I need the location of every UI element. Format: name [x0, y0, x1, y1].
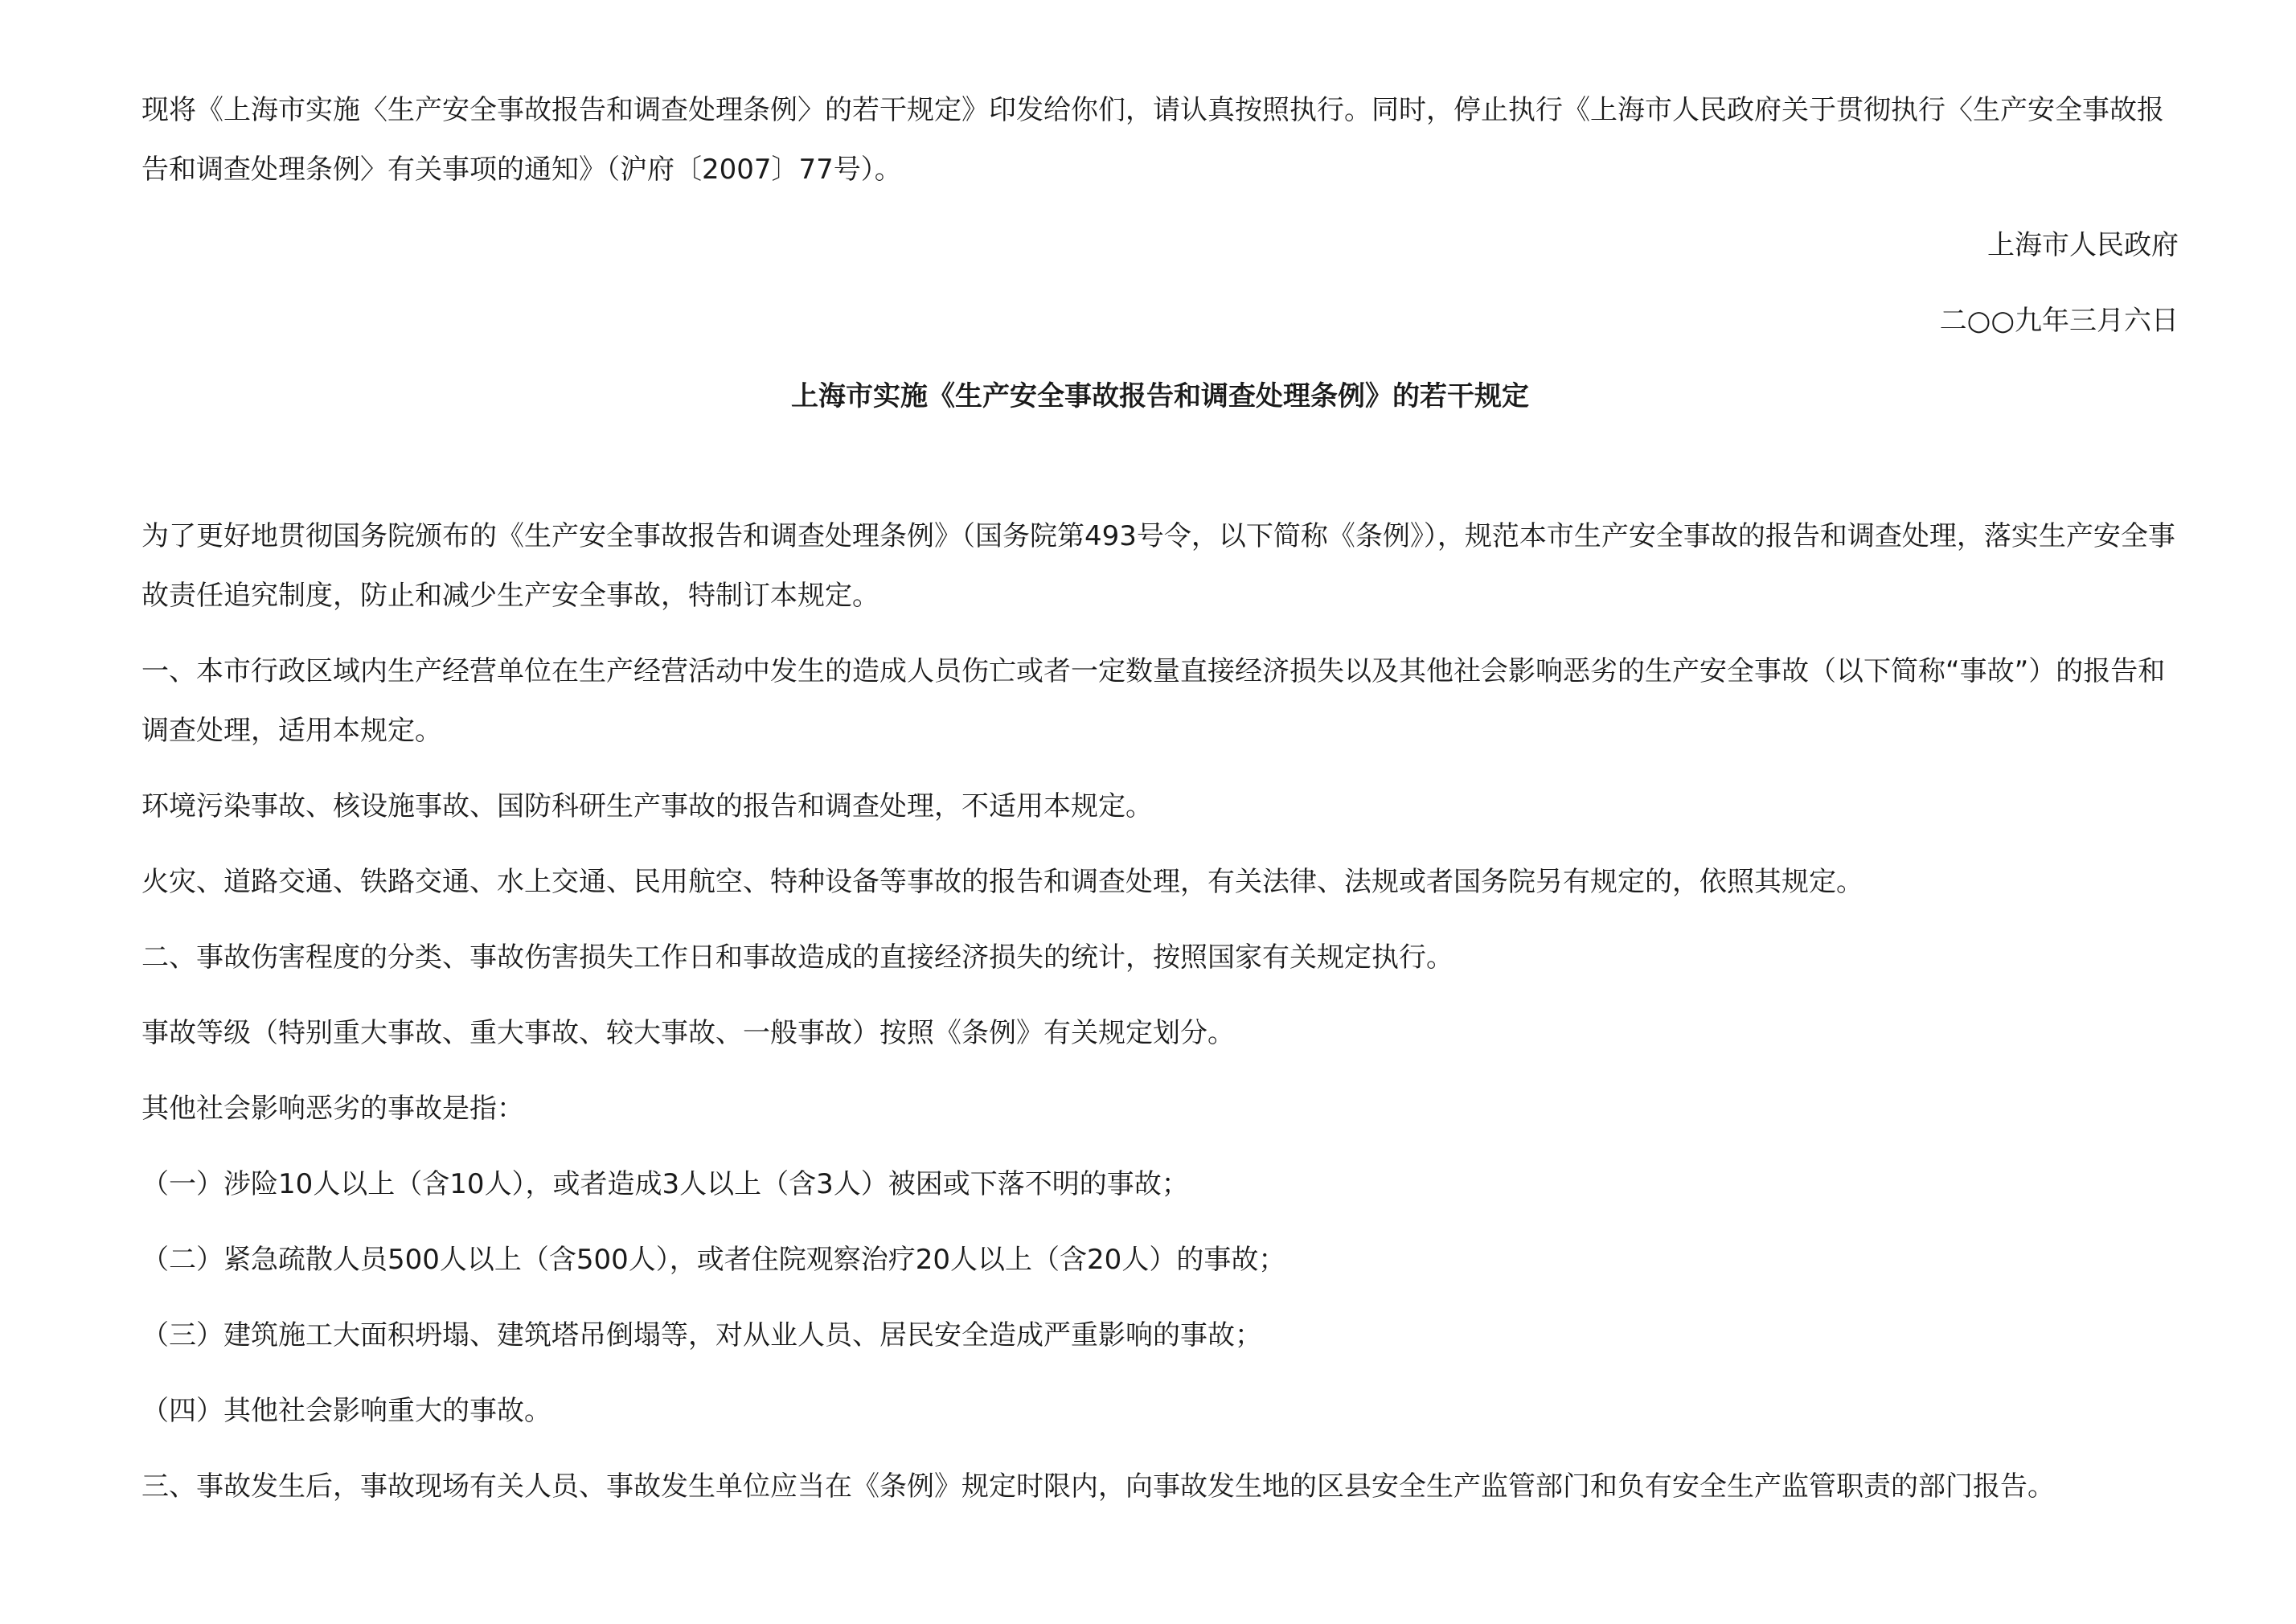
notice-paragraph: 现将《上海市实施〈生产安全事故报告和调查处理条例〉的若干规定》印发给你们，请认真按照执行。同时，停止执行《上海市人民政府关于贯彻执行〈生产安全事故报告和调查处理条例〉有关事项的通知》（沪府〔2007〕77号）。 [141, 94, 2164, 186]
issuer-signature: 上海市人民政府 [1987, 229, 2179, 261]
preamble-paragraph: 为了更好地贯彻国务院颁布的《生产安全事故报告和调查处理条例》（国务院第493号令，以下简称《条例》），规范本市生产安全事故的报告和调查处理，落实生产安全事故责任追究制度，防止和减少生产安全事故，特制订本规定。 [141, 520, 2175, 612]
other-accidents-intro: 其他社会影响恶劣的事故是指： [141, 1093, 524, 1125]
article-one-paragraph: 一、本市行政区域内生产经营单位在生产经营活动中发生的造成人员伤亡或者一定数量直接经济损失以及其他社会影响恶劣的生产安全事故（以下简称“事故”）的报告和调查处理，适用本规定。 [141, 655, 2166, 747]
issue-date: 二○○九年三月六日 [1939, 305, 2179, 337]
accident-grade-paragraph: 事故等级（特别重大事故、重大事故、较大事故、一般事故）按照《条例》有关规定划分。 [141, 1017, 1235, 1049]
exclusion-paragraph: 环境污染事故、核设施事故、国防科研生产事故的报告和调查处理，不适用本规定。 [141, 790, 1153, 822]
document-page [141, 80, 2179, 1532]
list-item: （一）涉险10人以上（含10人），或者造成3人以上（含3人）被困或下落不明的事故； [141, 1168, 1189, 1200]
special-rules-paragraph: 火灾、道路交通、铁路交通、水上交通、民用航空、特种设备等事故的报告和调查处理，有关法律、法规或者国务院另有规定的，依照其规定。 [141, 866, 1863, 898]
list-item: （三）建筑施工大面积坍塌、建筑塔吊倒塌等，对从业人员、居民安全造成严重影响的事故； [141, 1319, 1262, 1351]
list-item: （二）紧急疏散人员500人以上（含500人），或者住院观察治疗20人以上（含20人）的事故； [141, 1244, 1286, 1276]
article-two-paragraph: 二、事故伤害程度的分类、事故伤害损失工作日和事故造成的直接经济损失的统计，按照国家有关规定执行。 [141, 941, 1453, 974]
article-three-paragraph: 三、事故发生后，事故现场有关人员、事故发生单位应当在《条例》规定时限内，向事故发生地的区县安全生产监管部门和负有安全生产监管职责的部门报告。 [141, 1470, 2055, 1503]
regulation-title: 上海市实施《生产安全事故报告和调查处理条例》的若干规定 [791, 380, 1529, 412]
list-item: （四）其他社会影响重大的事故。 [141, 1395, 551, 1427]
